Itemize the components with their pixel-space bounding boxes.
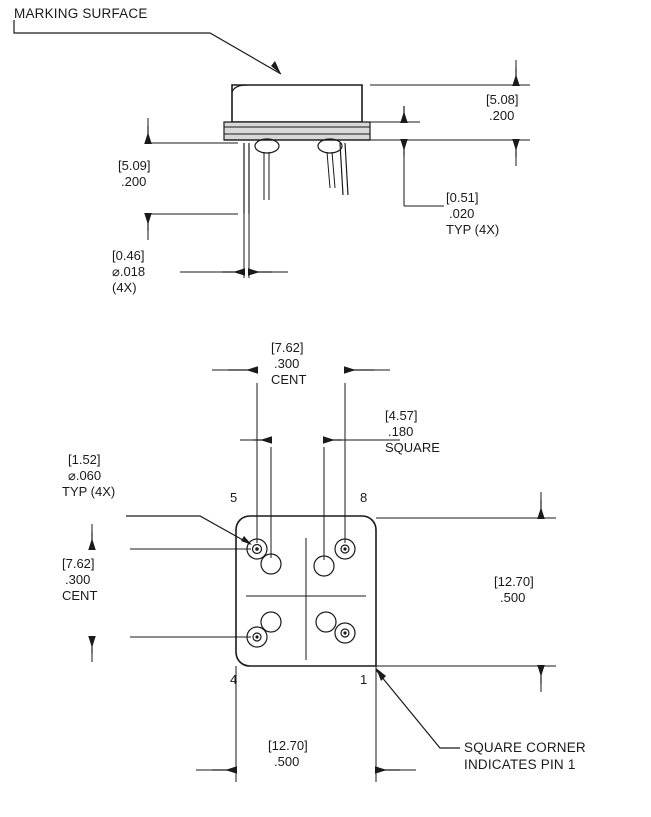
- dim-pad-spacing-vertical: [92, 524, 251, 662]
- pin-number-5: 5: [230, 490, 238, 505]
- square-corner-leader: [376, 668, 460, 748]
- dim-pad-spacing-horizontal-mm: [7.62]: [271, 340, 304, 355]
- dim-pad-diameter-mm: [1.52]: [68, 452, 101, 467]
- dim-pad-spacing-horizontal: [212, 370, 390, 543]
- dim-lead-diameter-inch: ⌀.018: [112, 264, 146, 279]
- marking-surface-leader: [14, 20, 281, 74]
- dim-corner-square: [240, 440, 400, 560]
- dim-lead-diameter: [180, 214, 288, 278]
- pin-number-1: 1: [360, 672, 368, 687]
- dim-standoff-note: TYP (4X): [446, 222, 500, 237]
- dim-corner-square-mm: [4.57]: [385, 408, 418, 423]
- bottom-view-pads: [247, 539, 355, 647]
- dim-side-height-inch: .200: [489, 108, 515, 123]
- dim-pad-spacing-vertical-mm: [7.62]: [62, 556, 95, 571]
- dim-corner-square-inch: .180: [388, 424, 414, 439]
- side-view-body: [224, 85, 370, 140]
- dim-lead-length: [148, 118, 238, 240]
- square-corner-note-line2: INDICATES PIN 1: [464, 757, 576, 772]
- dim-body-width-inch: .500: [274, 754, 300, 769]
- pin-number-8: 8: [360, 490, 368, 505]
- dim-body-width-mm: [12.70]: [268, 738, 308, 753]
- dim-pad-diameter-inch: ⌀.060: [68, 468, 102, 483]
- side-view-leads: [244, 139, 348, 214]
- dim-pad-diameter-leader: [126, 516, 252, 545]
- dim-lead-length-inch: .200: [121, 174, 147, 189]
- dim-pad-spacing-vertical-note: CENT: [62, 588, 98, 603]
- dim-pad-spacing-vertical-inch: .300: [65, 572, 91, 587]
- dim-lead-length-mm: [5.09]: [118, 158, 151, 173]
- dim-pad-spacing-horizontal-note: CENT: [271, 372, 307, 387]
- dim-body-height-mm: [12.70]: [494, 574, 534, 589]
- dim-body-height-inch: .500: [500, 590, 526, 605]
- dim-standoff-mm: [0.51]: [446, 190, 479, 205]
- dim-standoff: [370, 106, 444, 206]
- dim-body-height: [376, 492, 556, 692]
- pin-number-4: 4: [230, 672, 238, 687]
- square-corner-note-line1: SQUARE CORNER: [464, 740, 586, 755]
- dim-side-height-mm: [5.08]: [486, 92, 519, 107]
- dim-pad-spacing-horizontal-inch: .300: [274, 356, 300, 371]
- dim-body-width: [196, 666, 416, 782]
- dim-lead-diameter-note: (4X): [112, 280, 137, 295]
- dim-standoff-inch: .020: [449, 206, 475, 221]
- dim-corner-square-note: SQUARE: [385, 440, 440, 455]
- dim-pad-diameter-note: TYP (4X): [62, 484, 116, 499]
- bottom-view-body: [236, 516, 376, 666]
- marking-surface-label: MARKING SURFACE: [14, 6, 148, 21]
- dim-lead-diameter-mm: [0.46]: [112, 248, 145, 263]
